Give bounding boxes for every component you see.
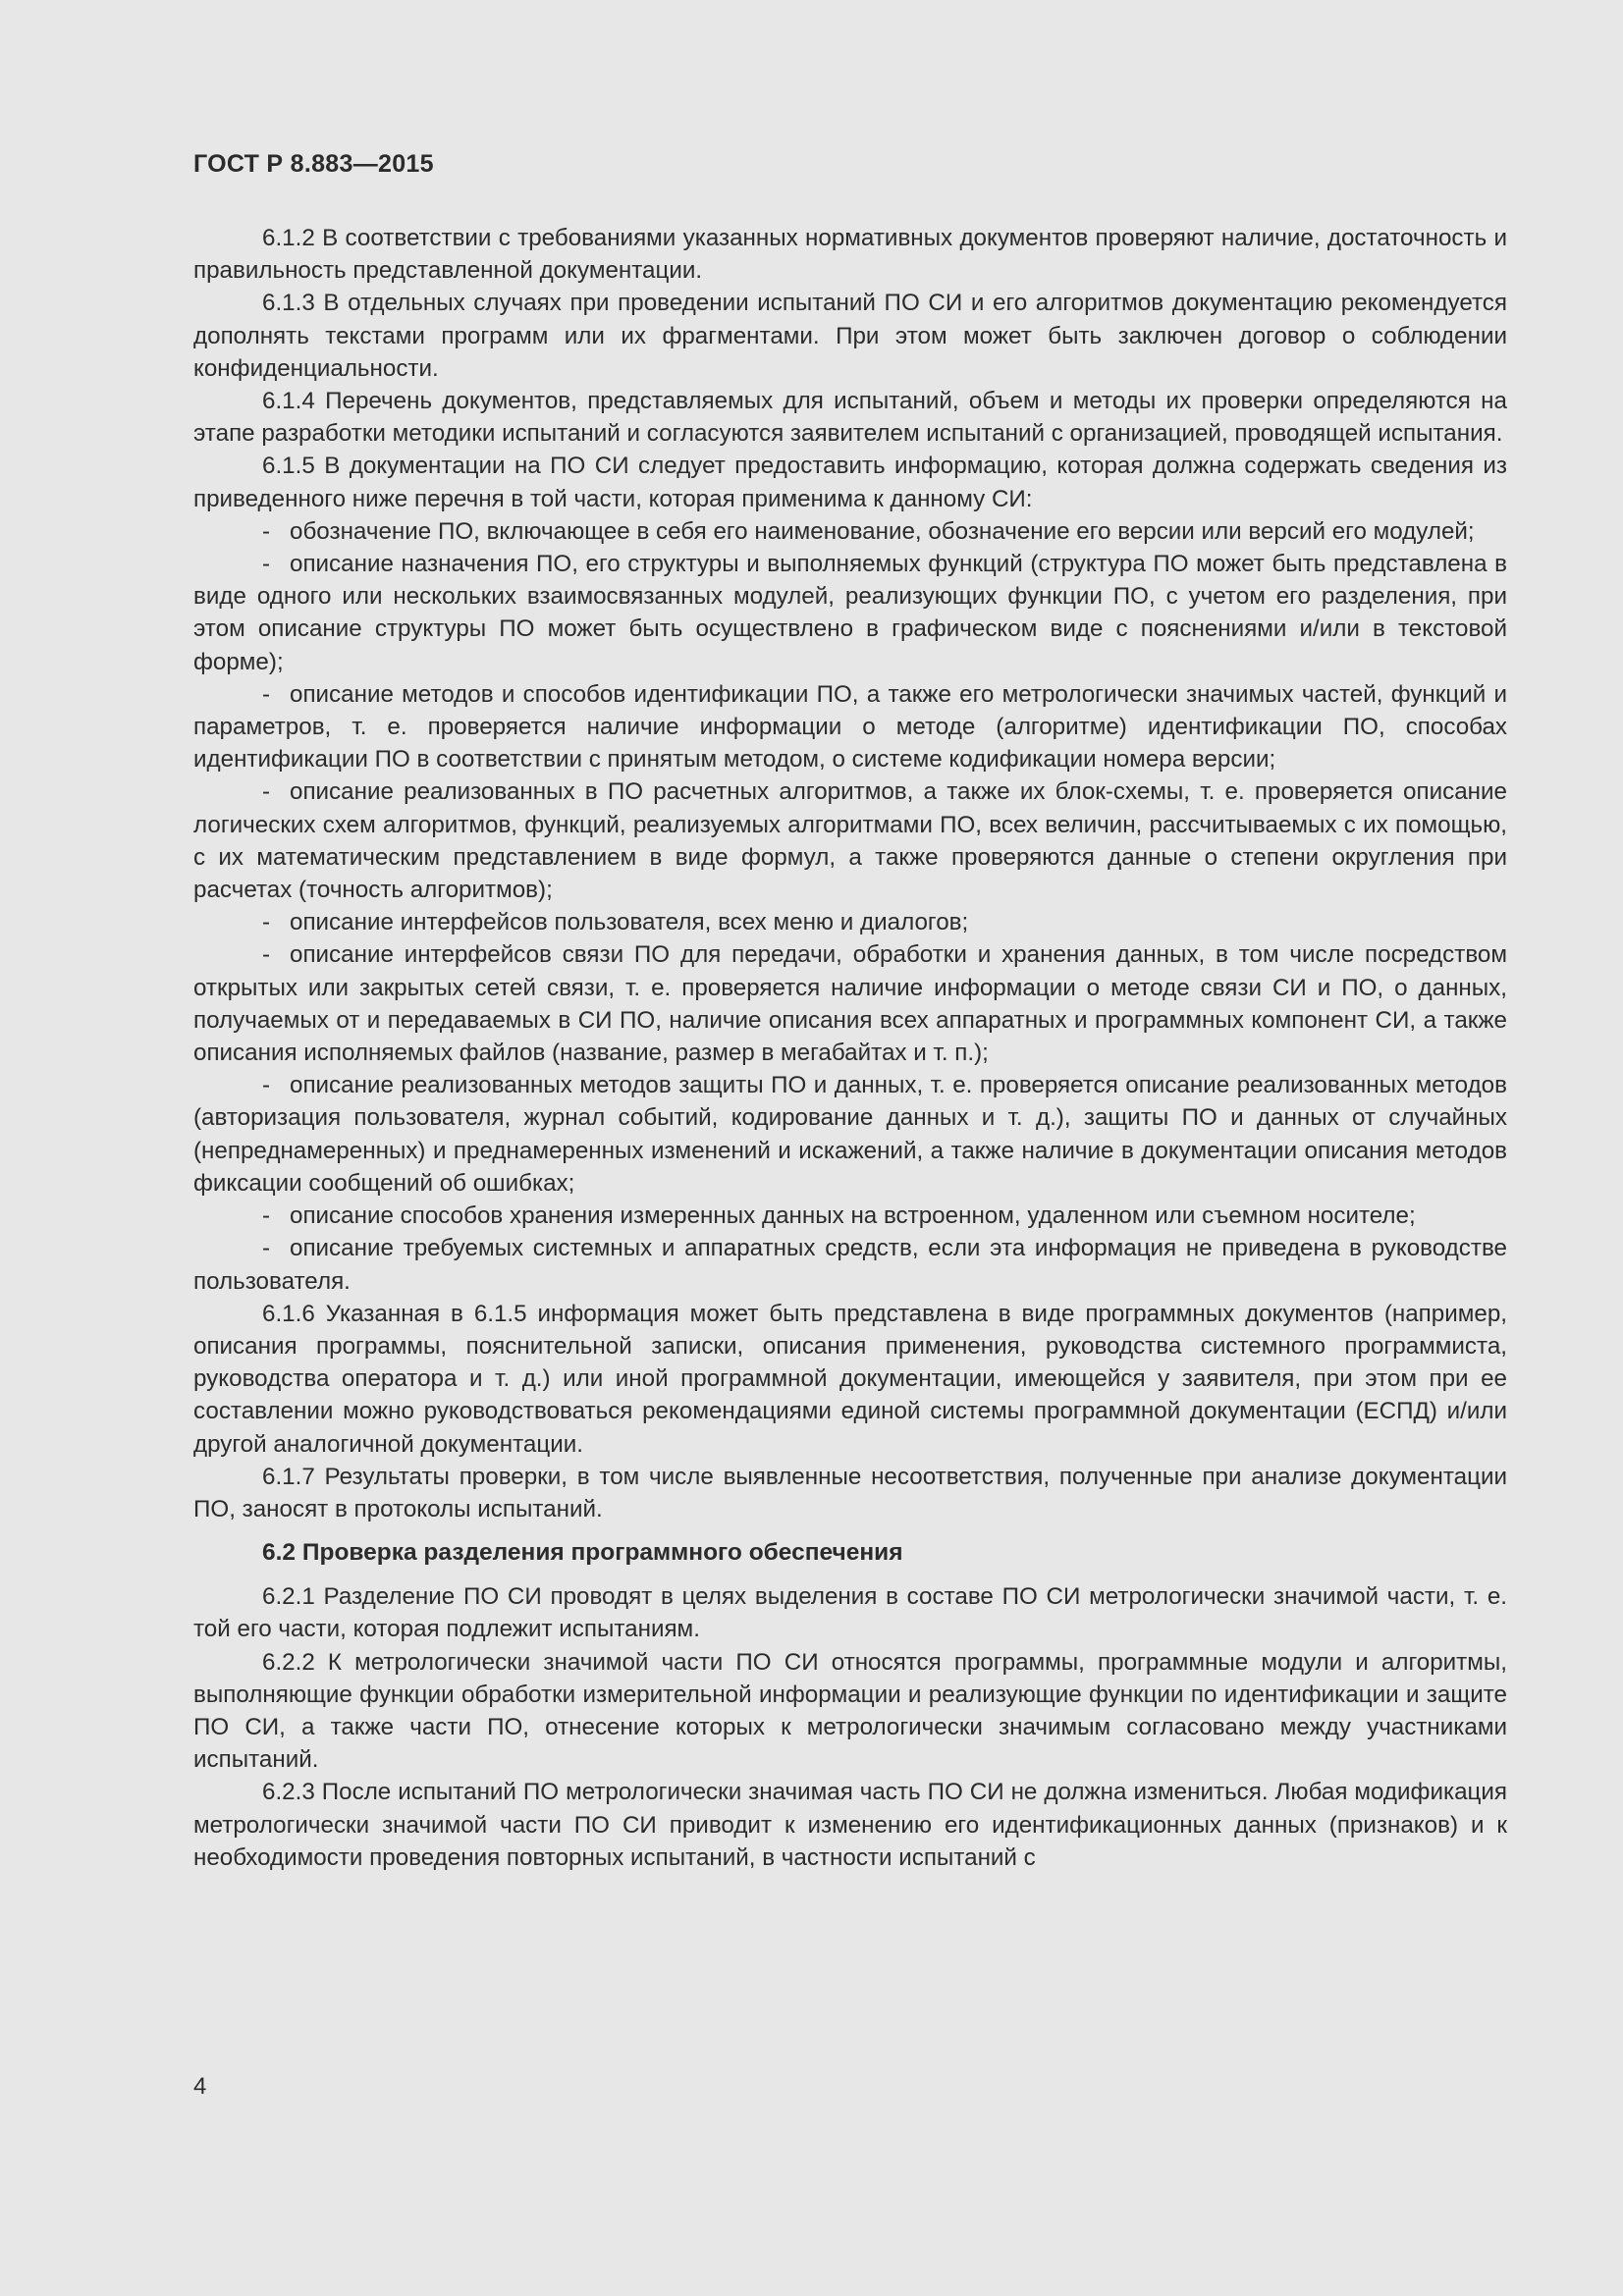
bullet-dash: - [262,1202,271,1230]
list-item [193,548,1507,678]
list-item-text: описание назначения ПО, его структуры и выполняемых функций (структура ПО может быть представлена в виде одного или нескольких взаимосвязанных модулей, реализующих функции ПО, с учетом его разделения, при этом описание структуры ПО может быть осуществлено в графическом виде с пояснениями и/или в текстовой форме); [193,551,1507,675]
bullet-dash: - [262,941,271,969]
paragraph-6-1-6: 6.1.6 Указанная в 6.1.5 информация может быть представлена в виде программных документов (например, описания программы, пояснительной записки, описания применения, руководства системного программиста, руководства оператора и т. д.) или иной программной документации, имеющейся у заявителя, при этом при ее составлении можно руководствоваться рекомендациями единой системы программной документации (ЕСПД) и/или другой аналогичной документации. [193,1300,1507,1458]
list-item-text: описание методов и способов идентификации ПО, а также его метрологически значимых частей, функций и параметров, т. е. проверяется наличие информации о методе (алгоритме) идентификации ПО, способах идентификации ПО в соответствии с принятым методом, о системе кодификации номера версии; [193,680,1507,774]
list-item-text: описание реализованных в ПО расчетных алгоритмов, а также их блок-схемы, т. е. проверяется описание логических схем алгоритмов, функций, реализуемых алгоритмами ПО, всех величин, рассчитываемых с их помощью, с их математическим представлением в виде формул, а также проверяются данные о степени округления при расчетах (точность алгоритмов); [193,778,1507,904]
list-item-text: описание интерфейсов связи ПО для передачи, обработки и хранения данных, в том числе посредством открытых или закрытых сетей связи, т. е. проверяется наличие информации о методе связи СИ и ПО, о данных, получаемых от и передаваемых в СИ ПО, наличие описания всех аппаратных и программных компонент СИ, а также описания исполняемых файлов (название, размер в мегабайтах и т. п.); [193,941,1507,1067]
section-6-2-heading: 6.2 Проверка разделения программного обеспечения [262,1539,903,1567]
bullet-dash: - [262,1235,271,1262]
list-item-text: описание требуемых системных и аппаратных средств, если эта информация не приведена в руководстве пользователя. [193,1235,1507,1295]
list-item [193,906,1507,938]
bullet-dash: - [262,778,271,806]
list-item [193,938,1507,1069]
list-item [193,1232,1507,1297]
bullet-dash: - [262,1072,271,1099]
paragraph-6-1-2: 6.1.2 В соответствии с требованиями указанных нормативных документов проверяют наличие, достаточность и правильность представленной документации. [193,225,1507,285]
bullet-dash: - [262,517,271,545]
list-item [193,515,1507,548]
list-item [193,678,1507,776]
list-item-text: описание интерфейсов пользователя, всех меню и диалогов; [290,909,969,936]
paragraph-6-2-2: 6.2.2 К метрологически значимой части ПО СИ относятся программы, программные модули и алгоритмы, выполняющие функции обработки измерительной информации и реализующие функции по идентификации и защите ПО СИ, а также части ПО, отнесение которых к метрологически значимым согласовано между участниками испытаний. [193,1648,1507,1774]
paragraph-6-2-1: 6.2.1 Разделение ПО СИ проводят в целях выделения в составе ПО СИ метрологически значимой части, т. е. той его части, которая подлежит испытаниям. [193,1583,1507,1643]
list-item [193,1069,1507,1200]
bullet-dash: - [262,551,271,578]
paragraph-6-1-5: 6.1.5 В документации на ПО СИ следует предоставить информацию, которая должна содержать сведения из приведенного ниже перечня в той части, которая применима к данному СИ: [193,453,1507,512]
paragraph-6-1-3: 6.1.3 В отдельных случаях при проведении испытаний ПО СИ и его алгоритмов документацию рекомендуется дополнять текстами программ или их фрагментами. При этом может быть заключен договор о соблюдении конфиденциальности. [193,290,1507,382]
bullet-dash: - [262,680,271,708]
paragraph-6-1-4: 6.1.4 Перечень документов, представляемых для испытаний, объем и методы их проверки определяются на этапе разработки методики испытаний и согласуются заявителем испытаний с организацией, проводящей испытания. [193,388,1507,448]
document-standard-header: ГОСТ Р 8.883—2015 [193,150,434,178]
page-number: 4 [193,2073,207,2100]
document-body [193,222,1507,1874]
list-item [193,775,1507,906]
bullet-dash: - [262,909,271,936]
paragraph-6-2-3: 6.2.3 После испытаний ПО метрологически значимая часть ПО СИ не должна измениться. Любая модификация метрологически значимой части ПО СИ приводит к изменению его идентификационных данных (признаков) и к необходимости проведения повторных испытаний, в частности испытаний с [193,1779,1507,1871]
list-item [193,1200,1507,1232]
list-item-text: обозначение ПО, включающее в себя его наименование, обозначение его версии или версий его модулей; [290,517,1475,545]
paragraph-6-1-7: 6.1.7 Результаты проверки, в том числе выявленные несоответствия, полученные при анализе документации ПО, заносят в протоколы испытаний. [193,1463,1507,1522]
list-item-text: описание реализованных методов защиты ПО и данных, т. е. проверяется описание реализованных методов (авторизация пользователя, журнал событий, кодирование данных и т. д.), защиты ПО и данных от случайных (непреднамеренных) и преднамеренных изменений и искажений, а также наличие в документации описания методов фиксации сообщений об ошибках; [193,1072,1507,1197]
list-item-text: описание способов хранения измеренных данных на встроенном, удаленном или съемном носителе; [290,1202,1416,1230]
